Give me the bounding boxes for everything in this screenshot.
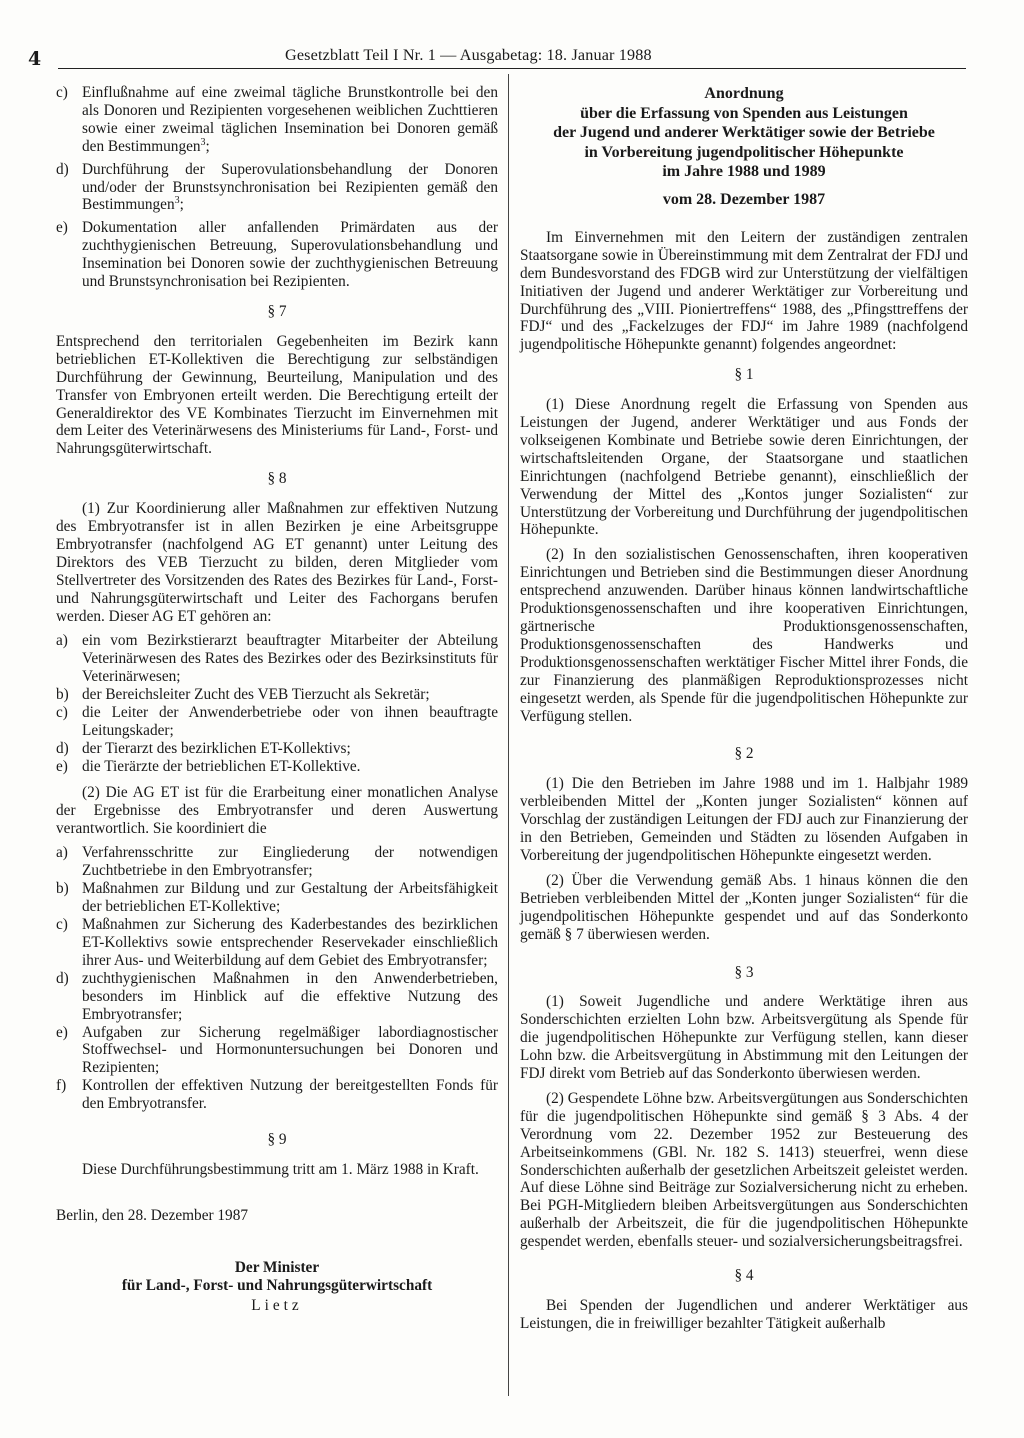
- list-item: [56, 1077, 498, 1113]
- list-item: [56, 758, 498, 776]
- section-8-paragraph-2: (2) Die AG ET ist für die Erarbeitung einer monatlichen Analyse der Ergebnisse des Embryotransfer und deren Auswertung verantwortlich. Sie koordiniert die: [56, 783, 498, 837]
- list-marker: b): [56, 880, 69, 898]
- title-line: in Vorbereitung jugendpolitischer Höhepunkte: [584, 143, 904, 161]
- title-line: im Jahre 1988 und 1989: [662, 163, 826, 181]
- list-text: Dokumentation aller anfallenden Primärdaten aus der zuchthygienischen Betreuung, Superovulationsbehandlung und Insemination bei Donoren sowie der zuchthygienischen Betreuung und Brunstsynchronisation bei Rezipienten.: [82, 219, 498, 291]
- column-divider: [508, 74, 509, 1396]
- list-text: ein vom Bezirkstierarzt beauftragter Mitarbeiter der Abteilung Veterinärwesen des Rates des Bezirkes oder des Bezirksinstituts für Veterinärwesen;: [82, 632, 498, 686]
- signature-block: [56, 1259, 498, 1315]
- list-item: [56, 916, 498, 970]
- list-text: Aufgaben zur Sicherung regelmäßiger labordiagnostischer Stoffwechsel- und Hormonuntersuchungen bei Donoren und Rezipienten;: [82, 1023, 498, 1077]
- footnote-ref: 3: [200, 136, 206, 148]
- section-3-paragraph-2: (2) Gespendete Löhne bzw. Arbeitsvergütungen aus Sonderschichten für die jugendpolitischen Höhepunkte sind gemäß § 3 Abs. 4 der Verordnung vom 22. Dezember 1952 zur Besteuerung des Arbeitseinkommens (GBl. Nr. 182 S. 1413) steuerfrei, wenn diese Sonderschichten außerhalb der gesetzlichen Arbeitszeit geleistet werden. Auf diese Löhne sind Beiträge zur Sozialversicherung nicht zu erheben. Bei PGH-Mitgliedern bleiben Arbeitsvergütungen aus Sonderschichten außerhalb der Arbeitszeit, die für die jugendpolitischen Höhepunkte gespendet werden, ebenfalls steuer- und sozialversicherungsbeitragsfrei.: [520, 1089, 968, 1251]
- list-text: die Tierärzte der betrieblichen ET-Kollektive.: [82, 757, 361, 775]
- list-item: [56, 219, 498, 291]
- header-rule: [58, 68, 966, 69]
- section-heading-2: § 2: [734, 745, 754, 763]
- list-item: [56, 844, 498, 880]
- signatory-name: Lietz: [251, 1296, 303, 1314]
- list-item: [56, 970, 498, 1024]
- list-item: [56, 161, 498, 215]
- page-number: 4: [28, 48, 42, 70]
- section-4-text: Bei Spenden der Jugendlichen und anderer Werktätiger aus Leistungen, die in freiwilliger bezahlter Tätigkeit außerhalb: [520, 1297, 968, 1332]
- running-header: Gesetzblatt Teil I Nr. 1 — Ausgabetag: 18. Januar 1988: [285, 46, 652, 64]
- list-marker: d): [56, 739, 69, 757]
- section-2-paragraph-2: (2) Über die Verwendung gemäß Abs. 1 hinaus können die den Betrieben verbleibenden Mittel der „Konten junger Sozialisten“ für die jugendpolitischen Höhepunkte gespendet und auf das Sonderkonto gemäß § 7 überwiesen werden.: [520, 871, 968, 943]
- list-marker: d): [56, 969, 69, 987]
- preamble: Im Einvernehmen mit den Leitern der zuständigen zentralen Staatsorgane sowie in Übereinstimmung mit dem Zentralrat der FDJ und dem Bundesvorstand des FDGB wird zur Unterstützung der vielfältigen Initiativen der Jugend und anderer Werktätiger zur Vorbereitung und Durchführung des „VIII. Pioniertreffens“ 1988, des „Pfingsttreffens der FDJ“ und des „Fackelzuges der FDJ“ im Jahre 1989 (nachfolgend jugendpolitische Höhepunkte genannt) folgendes angeordnet:: [520, 228, 968, 354]
- ag-et-members-list: [56, 632, 498, 775]
- place-date: Berlin, den 28. Dezember 1987: [56, 1206, 249, 1224]
- list-text: Durchführung der Superovulationsbehandlung der Donoren und/oder der Brunstsynchronisation bei Rezipienten gemäß den Bestimmungen: [82, 160, 498, 214]
- section-heading-7: § 7: [267, 302, 287, 320]
- list-text: der Tierarzt des bezirklichen ET-Kollektivs;: [82, 739, 351, 757]
- document-title: [520, 84, 968, 182]
- section-1-paragraph-2: (2) In den sozialistischen Genossenschaften, ihren kooperativen Einrichtungen und Betrieben sind die Bestimmungen dieser Anordnung entsprechend anzuwenden. Darüber hinaus können landwirtschaftliche Produktionsgenossenschaften und ihre kooperativen Einrichtungen, gärtnerische Produktionsgenossenschaften, Produktionsgenossenschaften des Handwerks und Produktionsgenossenschaften werktätiger Fischer Mittel ihrer Fonds, die zur Finanzierung des planmäßigen Reproduktionsprozesses nicht eingesetzt werden, als Spende für die jugendpolitischen Höhepunkte zur Verfügung stellen.: [520, 546, 968, 725]
- left-column: [56, 84, 498, 1315]
- list-item: [56, 686, 498, 704]
- list-text: der Bereichsleiter Zucht des VEB Tierzucht als Sekretär;: [82, 686, 430, 704]
- list-marker: d): [56, 160, 69, 178]
- list-marker: c): [56, 916, 68, 934]
- list-text: Einflußnahme auf eine zweimal tägliche Brunstkontrolle bei den als Donoren und Rezipienten vorgesehenen weiblichen Zuchttieren sowie einer zweimal täglichen Insemination bei Donoren gemäß den Bestimmungen: [82, 84, 498, 155]
- list-marker: a): [56, 632, 68, 650]
- section-heading-8: § 8: [267, 470, 287, 488]
- section-heading-9: § 9: [267, 1131, 287, 1149]
- list-item: [56, 84, 498, 156]
- section-9-text: Diese Durchführungsbestimmung tritt am 1. März 1988 in Kraft.: [82, 1160, 479, 1178]
- list-text: zuchthygienischen Maßnahmen in den Anwenderbetrieben, besonders im Hinblick auf die effektive Nutzung des Embryotransfer;: [82, 969, 498, 1023]
- list-text: die Leiter der Anwenderbetriebe oder von ihnen beauftragte Leitungskader;: [82, 704, 498, 739]
- list-marker: e): [56, 219, 68, 237]
- list-text: Maßnahmen zur Sicherung des Kaderbestandes des bezirklichen ET-Kollektivs sowie entsprechender Reservekader einschließlich ihrer Aus- und Weiterbildung auf dem Gebiet des Embryotransfer;: [82, 916, 498, 969]
- title-line: über die Erfassung von Spenden aus Leistungen: [580, 104, 908, 122]
- title-line: der Jugend und anderer Werktätiger sowie der Betriebe: [553, 124, 935, 142]
- list-item: [56, 1024, 498, 1078]
- section-1-paragraph-1: (1) Diese Anordnung regelt die Erfassung von Spenden aus Leistungen der Jugend, anderer Werktätiger und aus Fonds der volkseigenen Kombinate und Betriebe sowie deren Einrichtungen, der wirtschaftsleitenden Organe, der Staatsorgane und staatlichen Einrichtungen (nachfolgend Betriebe genannt), einschließlich der Verwendung der Mittel des „Kontos junger Sozialisten“ zur Unterstützung der Vorbereitung und Durchführung der jugendpolitischen Höhepunkte.: [520, 396, 968, 539]
- signatory-ministry: für Land-, Forst- und Nahrungsgüterwirtschaft: [121, 1276, 433, 1294]
- section-heading-1: § 1: [734, 366, 754, 384]
- list-marker: e): [56, 1023, 68, 1041]
- title-line: Anordnung: [704, 85, 784, 102]
- list-marker: c): [56, 84, 68, 101]
- footnote-ref: 3: [174, 195, 180, 207]
- section-heading-4: § 4: [734, 1267, 754, 1285]
- list-marker: f): [56, 1077, 67, 1095]
- section-heading-3: § 3: [734, 963, 754, 981]
- signatory-title: Der Minister: [234, 1258, 320, 1276]
- list-item: [56, 632, 498, 686]
- list-text: Kontrollen der effektiven Nutzung der bereitgestellten Fonds für den Embryotransfer.: [82, 1077, 498, 1113]
- list-marker: a): [56, 844, 68, 862]
- list-item: [56, 704, 498, 740]
- list-text: Maßnahmen zur Bildung und zur Gestaltung der Arbeitsfähigkeit der betrieblichen ET-Kollektive;: [82, 880, 498, 916]
- list-marker: c): [56, 704, 68, 722]
- list-item: [56, 740, 498, 758]
- section-7-text: Entsprechend den territorialen Gegebenheiten im Bezirk kann betrieblichen ET-Kollektiven die Berechtigung zur selbständigen Durchführung der Gewinnung, Beurteilung, Manipulation und des Transfer von Embryonen erteilt werden. Die Berechtigung erteilt der Generaldirektor des VE Kombinates Tierzucht im Einvernehmen mit dem Leiter des Veterinärwesens des Ministeriums für Land-, Forst- und Nahrungsgüterwirtschaft.: [56, 332, 498, 458]
- section-8-paragraph-1: (1) Zur Koordinierung aller Maßnahmen zur effektiven Nutzung des Embryotransfer ist in allen Bezirken je eine Arbeitsgruppe Embryotransfer (nachfolgend AG ET genannt) unter Leitung des Direktors des VEB Tierzucht zu bilden, deren Mitglieder vom Stellvertreter des Vorsitzenden des Rates des Bezirkes für Land-, Forst- und Nahrungsgüterwirtschaft und Leiter des Fachorgans berufen werden. Dieser AG ET gehören an:: [56, 500, 498, 625]
- document-date: vom 28. Dezember 1987: [662, 190, 826, 208]
- section-3-paragraph-1: (1) Soweit Jugendliche und andere Werktätige ihren aus Sonderschichten erzielten Lohn bzw. Arbeitsvergütung als Spende für die jugendpolitischen Höhepunkte zur Verfügung stellen, kann dieser Lohn bzw. die Arbeitsvergütung in Abstimmung mit den Leitungen der FDJ direkt vom Betrieb auf das Sonderkonto überwiesen werden.: [520, 993, 968, 1083]
- list-punct: ;: [179, 196, 184, 214]
- list-marker: b): [56, 686, 69, 704]
- list-item: [56, 880, 498, 916]
- list-punct: ;: [205, 137, 210, 155]
- list-marker: e): [56, 757, 68, 775]
- ag-et-tasks-list: [56, 844, 498, 1113]
- section-2-paragraph-1: (1) Die den Betrieben im Jahre 1988 und im 1. Halbjahr 1989 verbleibenden Mittel der „Konten junger Sozialisten“ können auf Vorschlag der zuständigen Leitungen der FDJ auch zur Finanzierung der in den Betrieben, Gemeinden und Städten zu lösenden Aufgaben in Vorbereitung der jugendpolitischen Höhepunkte eingesetzt werden.: [520, 775, 968, 864]
- right-column: [520, 84, 968, 1340]
- list-text: Verfahrensschritte zur Eingliederung der notwendigen Zuchtbetriebe in den Embryotransfer;: [82, 844, 498, 880]
- supervision-duties-list: [56, 84, 498, 291]
